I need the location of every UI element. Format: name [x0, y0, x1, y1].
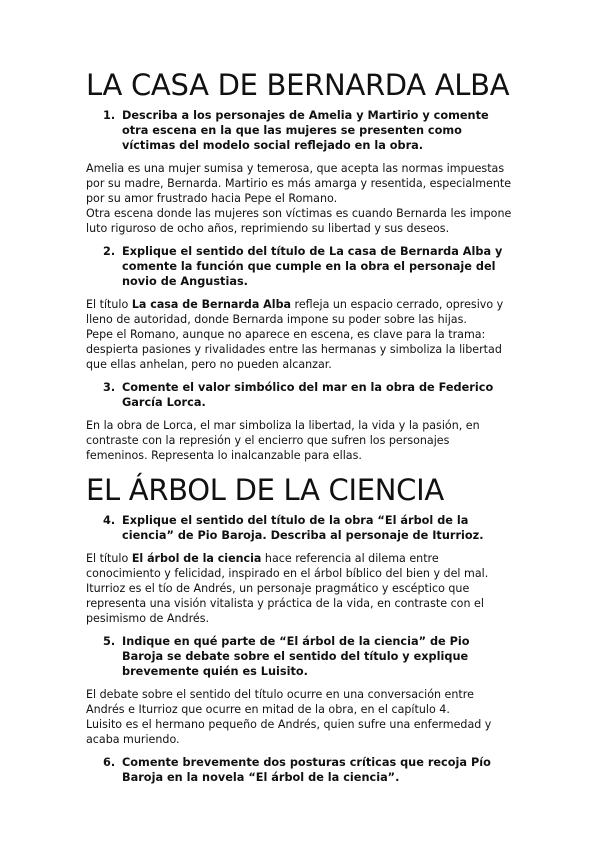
work-title: La casa de Bernarda Alba: [131, 298, 291, 311]
question-number: 3.: [103, 381, 116, 394]
answer-paragraph: [86, 297, 513, 327]
answer-intro: El título: [86, 298, 132, 311]
question-text: Explique el sentido del título de la obra “El árbol de la ciencia” de Pio Baroja. Describa al personaje de Iturrioz.: [122, 514, 484, 542]
answer-paragraph: Luisito es el hermano pequeño de Andrés, quien sufre una enfermedad y acaba muriendo.: [86, 718, 492, 746]
answer-paragraph: En la obra de Lorca, el mar simboliza la libertad, la vida y la pasión, en contraste con la represión y el encierro que sufren los personajes femeninos. Representa lo inalcanzable para ellas.: [86, 419, 480, 462]
answer-paragraph: El debate sobre el sentido del título ocurre en una conversación entre Andrés e Iturrioz que ocurre en mitad de la obra, en el capítulo 4.: [86, 688, 474, 716]
question-2: [103, 244, 511, 289]
question-text: Describa a los personajes de Amelia y Martirio y comente otra escena en la que las mujeres se presenten como víctimas del modelo social reflejado en la obra.: [122, 109, 489, 152]
question-number: 2.: [103, 245, 116, 258]
section-title-arbol: EL ÁRBOL DE LA CIENCIA: [86, 473, 444, 507]
question-text: Comente brevemente dos posturas críticas que recoja Pío Baroja en la novela “El árbol de la ciencia”.: [122, 756, 491, 784]
question-5: [103, 634, 511, 679]
answer-paragraph: Otra escena donde las mujeres son víctimas es cuando Bernarda les impone luto riguroso de ocho años, reprimiendo su libertad y sus deseos.: [86, 207, 512, 235]
answer-paragraph: [86, 551, 513, 626]
question-6: [103, 755, 511, 785]
answer-rest: refleja un espacio cerrado, opresivo y lleno de autoridad, donde Bernarda impone su poder sobre las hijas.: [86, 298, 504, 326]
answer-4: [86, 551, 513, 626]
answer-intro: El título: [86, 552, 132, 565]
question-1: [103, 108, 511, 153]
question-3: [103, 380, 511, 410]
question-number: 4.: [103, 514, 116, 527]
question-number: 1.: [103, 109, 116, 122]
answer-rest: hace referencia al dilema entre conocimiento y felicidad, inspirado en el árbol bíblico del bien y del mal. Iturrioz es el tío de Andrés, un personaje pragmático y escéptico que representa una visión vitalista y práctica de la vida, en contraste con el pesimismo de Andrés.: [86, 552, 489, 625]
question-text: Comente el valor simbólico del mar en la obra de Federico García Lorca.: [122, 381, 494, 409]
answer-5: [86, 687, 513, 747]
section-title-bernarda: LA CASA DE BERNARDA ALBA: [86, 68, 510, 102]
answer-2: [86, 297, 513, 372]
answer-paragraph: Amelia es una mujer sumisa y temerosa, que acepta las normas impuestas por su madre, Bernarda. Martirio es más amarga y resentida, especialmente por su amor frustrado hacia Pepe el Romano.: [86, 162, 512, 205]
answer-paragraph: Pepe el Romano, aunque no aparece en escena, es clave para la trama: despierta pasiones y rivalidades entre las hermanas y simboliza la libertad que ellas anhelan, pero no pueden alcanzar.: [86, 328, 502, 371]
question-number: 5.: [103, 635, 116, 648]
work-title: El árbol de la ciencia: [131, 552, 262, 565]
answer-3: [86, 418, 513, 463]
question-text: Explique el sentido del título de La casa de Bernarda Alba y comente la función que cumple en la obra el personaje del novio de Angustias.: [122, 245, 503, 288]
question-text: Indique en qué parte de “El árbol de la ciencia” de Pio Baroja se debate sobre el sentido del título y explique brevemente quién es Luisito.: [122, 635, 470, 678]
question-4: [103, 513, 511, 543]
question-number: 6.: [103, 756, 116, 769]
answer-1: [86, 161, 513, 236]
